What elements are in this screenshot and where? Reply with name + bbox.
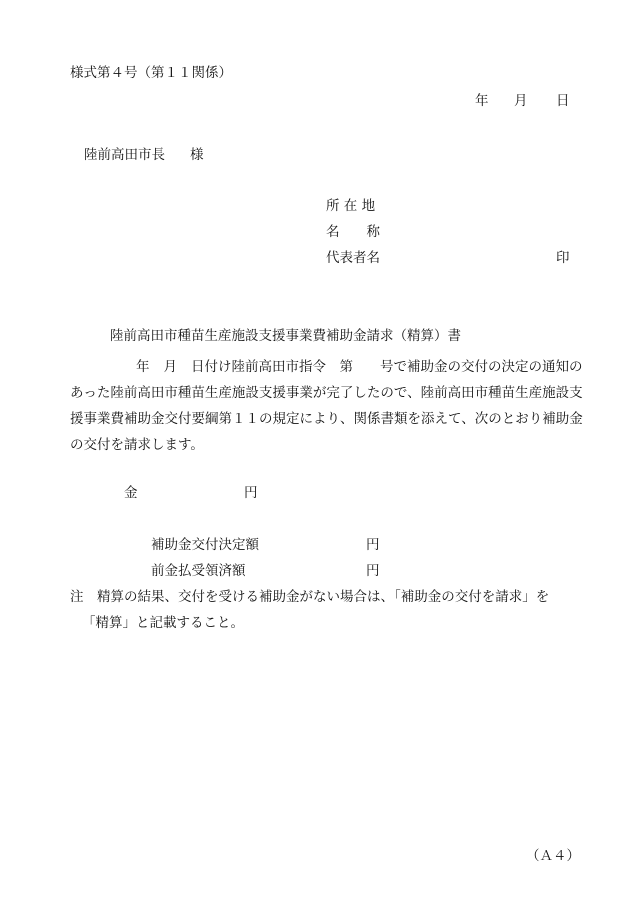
amount-unit: 円 (244, 485, 258, 501)
document-title: 陸前高田市種苗生産施設支援事業費補助金請求（精算）書 (110, 328, 461, 344)
body-line-3: 援事業費補助金交付要綱第１１の規定により、関係書類を添えて、次のとおり補助金 (70, 411, 583, 427)
date-day-label: 日 (556, 93, 570, 109)
body-line1-rest: 日付け陸前高田市指令 第 号で補助金の交付の決定の通知の (191, 359, 583, 375)
advance-amount-unit: 円 (366, 563, 380, 579)
body-line1-month: 月 (163, 359, 177, 375)
applicant-representative-label: 代表者名 (326, 250, 380, 266)
body-line-1 (70, 354, 590, 380)
body-line1-year: 年 (136, 359, 150, 375)
amount-label: 金 (124, 485, 138, 501)
addressee-name: 陸前高田市長 (84, 147, 165, 163)
body-paragraph (70, 354, 590, 458)
note-line-1: 注 精算の結果、交付を受ける補助金がない場合は、「補助金の交付を請求」を (70, 589, 550, 605)
addressee-honorific: 様 (190, 147, 204, 163)
advance-amount-label: 前金払受領済額 (151, 563, 246, 579)
date-month-label: 月 (514, 93, 528, 109)
date-year-label: 年 (475, 93, 489, 109)
form-number: 様式第４号（第１１関係） (70, 65, 232, 81)
body-line-4: の交付を請求します。 (70, 437, 204, 453)
decided-amount-unit: 円 (366, 537, 380, 553)
seal-label: 印 (556, 250, 570, 266)
note-line-2: 「精算」と記載すること。 (82, 615, 244, 631)
applicant-name-label: 名 称 (326, 224, 380, 240)
applicant-address-label: 所 在 地 (326, 198, 376, 214)
body-line-2: あった陸前高田市種苗生産施設支援事業が完了したので、陸前高田市種苗生産施設支 (70, 385, 583, 401)
decided-amount-label: 補助金交付決定額 (151, 537, 259, 553)
paper-size-label: （Ａ４） (526, 848, 580, 864)
